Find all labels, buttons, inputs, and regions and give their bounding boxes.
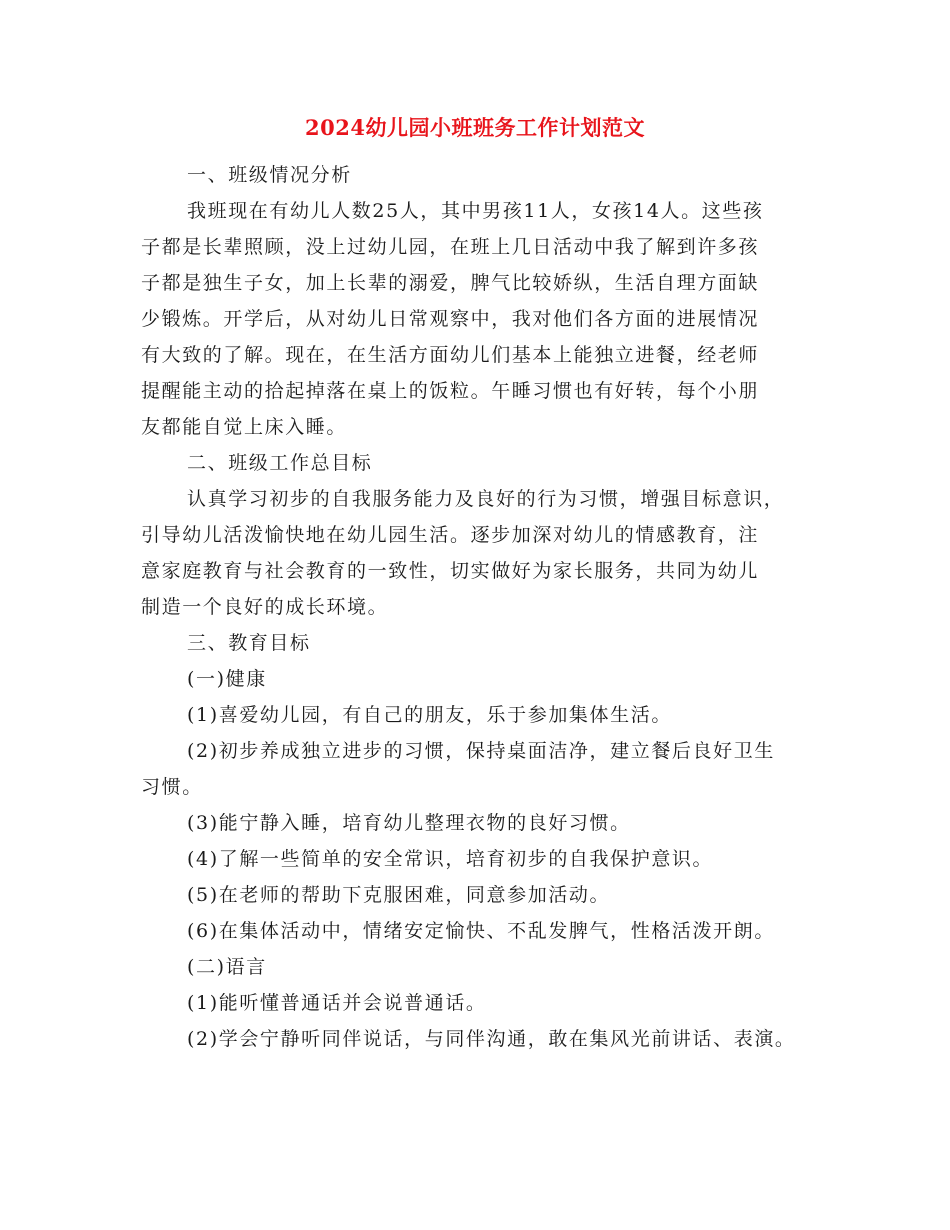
body-line: (2)初步养成独立进步的习惯，保持桌面洁净，建立餐后良好卫生 <box>187 740 775 762</box>
body-line: 友都能自觉上床入睡。 <box>141 416 348 438</box>
body-line: 三、教育目标 <box>187 632 311 654</box>
body-line: (4)了解一些简单的安全常识，培育初步的自我保护意识。 <box>187 848 714 870</box>
body-line: 有大致的了解。现在，在生活方面幼儿们基本上能独立进餐，经老师 <box>141 344 760 366</box>
body-line: 提醒能主动的拾起掉落在桌上的饭粒。午睡习惯也有好转，每个小朋 <box>141 380 760 402</box>
body-line: 我班现在有幼儿人数25人，其中男孩11人，女孩14人。这些孩 <box>187 200 764 222</box>
body-line: 少锻炼。开学后，从对幼儿日常观察中，我对他们各方面的进展情况 <box>141 308 760 330</box>
body-line: 一、班级情况分析 <box>187 164 352 186</box>
body-line: (2)学会宁静听同伴说话，与同伴沟通，敢在集风光前讲话、表演。 <box>187 1028 796 1050</box>
body-line: 认真学习初步的自我服务能力及良好的行为习惯，增强目标意识， <box>187 488 785 510</box>
body-line: (6)在集体活动中，情绪安定愉快、不乱发脾气，性格活泼开朗。 <box>187 920 775 942</box>
body-line: (3)能宁静入睡，培育幼儿整理衣物的良好习惯。 <box>187 812 631 834</box>
document-title: 2024幼儿园小班班务工作计划范文 <box>305 115 645 140</box>
body-line: (一)健康 <box>187 668 267 690</box>
body-line: 引导幼儿活泼愉快地在幼儿园生活。逐步加深对幼儿的情感教育，注 <box>141 524 760 546</box>
body-line: 习惯。 <box>141 776 203 798</box>
document-body <box>141 157 821 1057</box>
body-line: 制造一个良好的成长环境。 <box>141 596 389 618</box>
body-line: 意家庭教育与社会教育的一致性，切实做好为家长服务，共同为幼儿 <box>141 560 760 582</box>
body-line: 二、班级工作总目标 <box>187 452 373 474</box>
body-line: (1)喜爱幼儿园，有自己的朋友，乐于参加集体生活。 <box>187 704 672 726</box>
body-line: (二)语言 <box>187 956 267 978</box>
body-line: (1)能听懂普通话并会说普通话。 <box>187 992 487 1014</box>
body-line: 子都是长辈照顾，没上过幼儿园，在班上几日活动中我了解到许多孩 <box>141 236 760 258</box>
body-line: (5)在老师的帮助下克服困难，同意参加活动。 <box>187 884 611 906</box>
body-line: 子都是独生子女，加上长辈的溺爱，脾气比较娇纵，生活自理方面缺 <box>141 272 760 294</box>
